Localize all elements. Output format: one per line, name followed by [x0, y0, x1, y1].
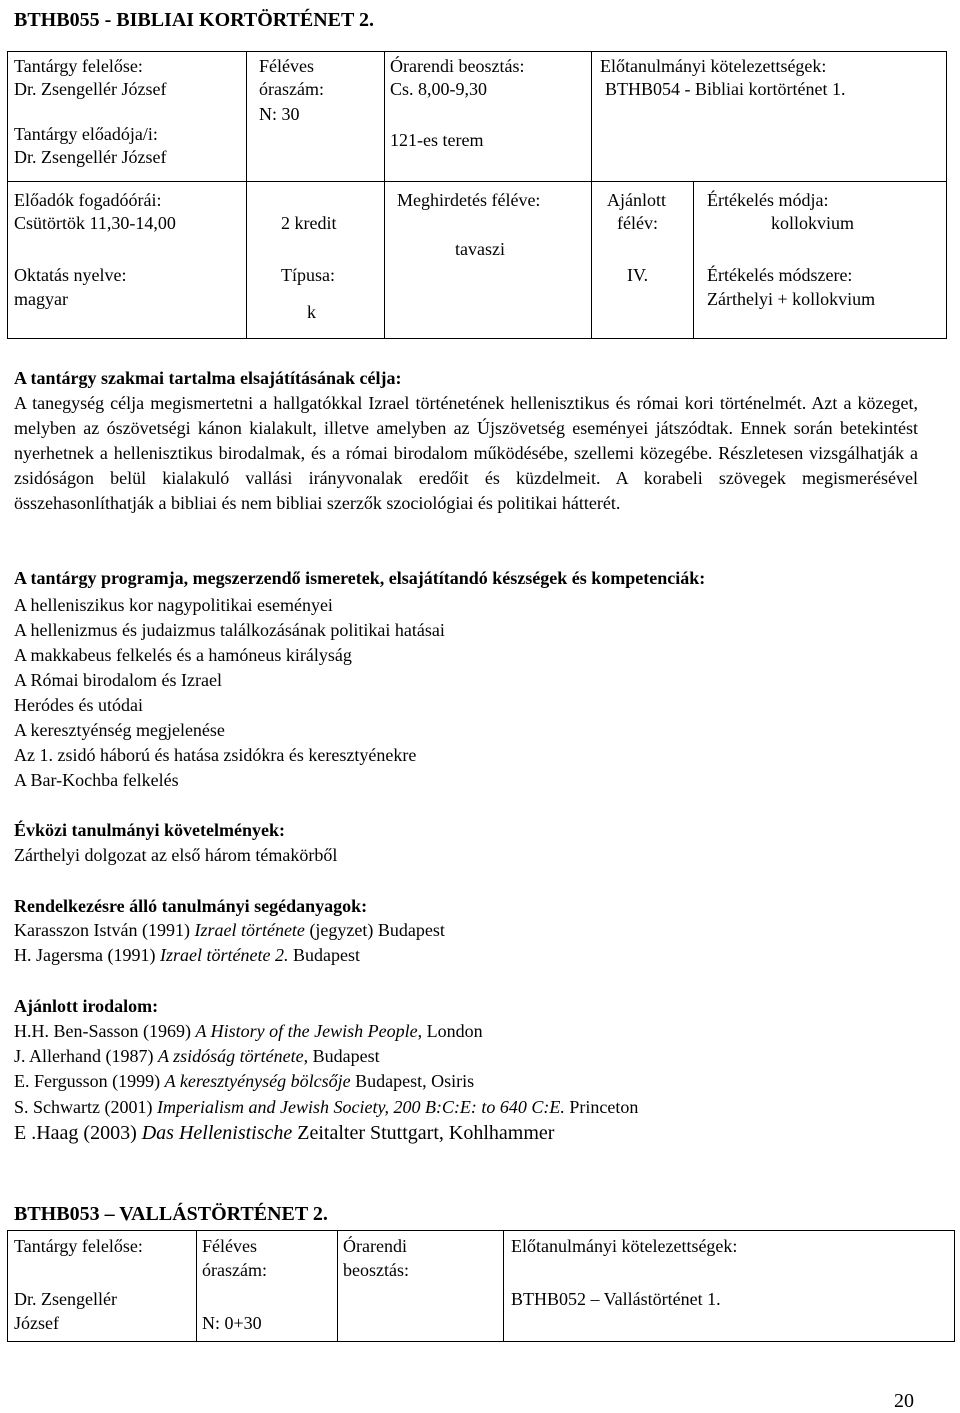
list-item: A helleniszikus kor nagypolitikai eseményei	[14, 595, 333, 615]
schedule-room: 121-es terem	[390, 130, 484, 150]
prereq-value: BTHB054 - Bibliai kortörténet 1.	[605, 79, 846, 99]
requirements-text: Zárthelyi dolgozat az első három témakörből	[14, 845, 338, 865]
schedule-label-1: Órarendi	[343, 1236, 407, 1256]
materials-heading: Rendelkezésre álló tanulmányi segédanyagok:	[14, 896, 368, 916]
recommended-label-1: Ajánlott	[607, 190, 666, 210]
literature-item: J. Allerhand (1987) A zsidóság története, Budapest	[14, 1046, 380, 1066]
program-list	[14, 593, 445, 793]
program-heading: A tantárgy programja, megszerzendő ismeretek, elsajátítandó készségek és kompetenciák:	[14, 568, 706, 588]
list-item: Heródes és utódai	[14, 695, 143, 715]
recommended-label-2: félév:	[617, 213, 658, 233]
lecturer-label: Tantárgy előadója/i:	[14, 124, 158, 144]
page-number: 20	[894, 1390, 914, 1412]
prereq-value: BTHB052 – Vallástörténet 1.	[511, 1289, 721, 1309]
responsible-label: Tantárgy felelőse:	[14, 1236, 143, 1256]
responsible-name: József	[14, 1313, 59, 1333]
language-value: magyar	[14, 289, 68, 309]
credit-value: 2 kredit	[281, 213, 337, 233]
recommended-value: IV.	[627, 265, 649, 285]
literature-item: S. Schwartz (2001) Imperialism and Jewish Society, 200 B:C:E: to 640 C:E. Princeton	[14, 1097, 639, 1117]
literature-item: E .Haag (2003) Das Hellenistische Zeitalter Stuttgart, Kohlhammer	[14, 1122, 555, 1144]
literature-heading: Ajánlott irodalom:	[14, 996, 159, 1016]
eval-type-label: Értékelés módja:	[707, 190, 829, 210]
aim-paragraph: A tanegység célja megismertetni a hallgatókkal Izrael történetének hellenisztikus és római kori történelmét. Azt a közeget, melyben az ószövetségi kánon kialakult, illetve amelyben az Újszövetség eseményei játszódtak. Ennek során betekintést nyerhetnek a hellenisztikus birodalmak, és a római birodalom működésébe, szellemi közegébe. Részletesen vizsgálhatják a zsidóságon belül kialakuló vallási irányvonalak eredőit és küzdelmeit. A korabeli szövegek megismerésével összehasonlíthatják a bibliai és nem bibliai szerzők szociológiai és politikai hátterét.	[14, 393, 918, 513]
course-title: BTHB055 - BIBLIAI KORTÖRTÉNET 2.	[14, 9, 374, 31]
requirements-heading: Évközi tanulmányi követelmények:	[14, 820, 286, 840]
office-hours-value: Csütörtök 11,30-14,00	[14, 213, 176, 233]
list-item: A Római birodalom és Izrael	[14, 670, 222, 690]
prereq-label: Előtanulmányi kötelezettségek:	[600, 56, 827, 76]
list-item: A keresztyénség megjelenése	[14, 720, 225, 740]
list-item: Az 1. zsidó háború és hatása zsidókra és keresztyénekre	[14, 745, 417, 765]
list-item: A makkabeus felkelés és a hamóneus királyság	[14, 645, 352, 665]
list-item: A Bar-Kochba felkelés	[14, 770, 179, 790]
list-item: A hellenizmus és judaizmus találkozásának politikai hatásai	[14, 620, 445, 640]
schedule-time: Cs. 8,00-9,30	[390, 79, 488, 99]
schedule-label: Órarendi beosztás:	[390, 56, 525, 76]
course-title: BTHB053 – VALLÁSTÖRTÉNET 2.	[14, 1203, 328, 1225]
aim-heading: A tantárgy szakmai tartalma elsajátításának célja:	[14, 368, 402, 388]
responsible-name: Dr. Zsengellér József	[14, 79, 167, 99]
language-label: Oktatás nyelve:	[14, 265, 127, 285]
material-item: Karasszon István (1991) Izrael története (jegyzet) Budapest	[14, 920, 445, 940]
hours-label-2: óraszám:	[259, 79, 324, 99]
type-label: Típusa:	[281, 265, 335, 285]
eval-type-value: kollokvium	[771, 213, 855, 233]
hours-label-1: Féléves	[259, 56, 314, 76]
type-value: k	[307, 302, 316, 322]
hours-value: N: 0+30	[202, 1313, 262, 1333]
schedule-label-2: beosztás:	[343, 1260, 409, 1280]
literature-item: H.H. Ben-Sasson (1969) A History of the Jewish People, London	[14, 1021, 483, 1041]
eval-method-label: Értékelés módszere:	[707, 265, 853, 285]
material-item: H. Jagersma (1991) Izrael története 2. Budapest	[14, 945, 360, 965]
lecturer-name: Dr. Zsengellér József	[14, 147, 167, 167]
responsible-label: Tantárgy felelőse:	[14, 56, 143, 76]
announce-value: tavaszi	[455, 239, 505, 259]
office-hours-label: Előadók fogadóórái:	[14, 190, 162, 210]
hours-value: N: 30	[259, 104, 300, 124]
responsible-name: Dr. Zsengellér	[14, 1289, 117, 1309]
hours-label-1: Féléves	[202, 1236, 257, 1256]
prereq-label: Előtanulmányi kötelezettségek:	[511, 1236, 738, 1256]
literature-item: E. Fergusson (1999) A keresztyénység bölcsője Budapest, Osiris	[14, 1071, 475, 1091]
hours-label-2: óraszám:	[202, 1260, 267, 1280]
eval-method-value: Zárthelyi + kollokvium	[707, 289, 876, 309]
announce-label: Meghirdetés féléve:	[397, 190, 541, 210]
